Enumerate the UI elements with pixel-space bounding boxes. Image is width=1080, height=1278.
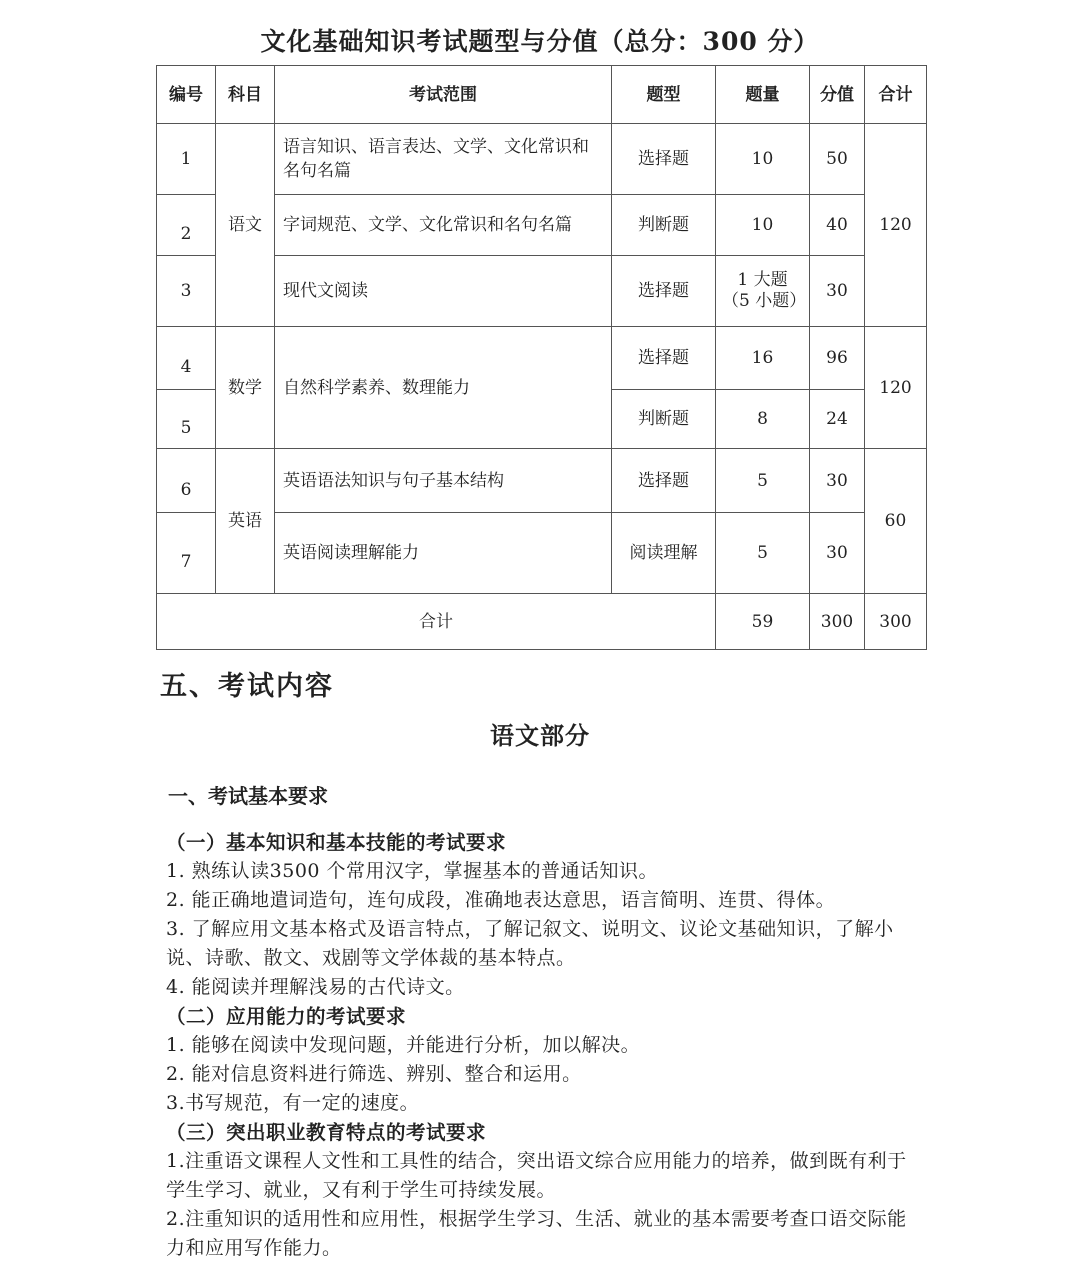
row-scope: 字词规范、文学、文化常识和名句名篇 [275, 195, 612, 256]
table-title: 文化基础知识考试题型与分值（总分：300 分） [260, 27, 820, 56]
row-no: 6 [157, 449, 216, 513]
list-item: 1.注重语文课程人文性和工具性的结合，突出语文综合应用能力的培养，做到既有利于学生学习、就业，又有利于学生可持续发展。 [166, 1150, 907, 1201]
grand-total: 300 [865, 594, 927, 650]
row-type: 选择题 [612, 124, 716, 195]
subsection-title: （二）应用能力的考试要求 [166, 1005, 407, 1028]
row-count: 5 [716, 513, 810, 594]
list-item: 4. 能阅读并理解浅易的古代诗文。 [166, 976, 465, 998]
total-label: 合计 [157, 594, 716, 650]
row-no: 1 [157, 124, 216, 195]
row-scope: 自然科学素养、数理能力 [275, 327, 612, 449]
requirements-body [166, 828, 926, 1263]
subtotal-english: 60 [865, 449, 927, 594]
total-count: 59 [716, 594, 810, 650]
list-item: 2. 能正确地遣词造句，连句成段，准确地表达意思，语言简明、连贯、得体。 [166, 889, 836, 911]
row-score: 24 [810, 390, 865, 449]
row-scope: 英语语法知识与句子基本结构 [275, 449, 612, 513]
header-subject: 科目 [216, 66, 275, 124]
row-scope: 现代文阅读 [275, 256, 612, 327]
row-type: 选择题 [612, 327, 716, 390]
table-row [157, 449, 927, 513]
row-no: 3 [157, 256, 216, 327]
row-score: 40 [810, 195, 865, 256]
list-item: 2. 能对信息资料进行筛选、辨别、整合和运用。 [166, 1063, 582, 1085]
row-score: 30 [810, 449, 865, 513]
list-item: 1. 熟练认读3500 个常用汉字，掌握基本的普通话知识。 [166, 860, 659, 882]
row-count: 16 [716, 327, 810, 390]
row-type: 选择题 [612, 256, 716, 327]
list-item: 3. 了解应用文基本格式及语言特点，了解记叙文、说明文、议论文基础知识，了解小说、诗歌、散文、戏剧等文学体裁的基本特点。 [166, 918, 894, 969]
row-type: 选择题 [612, 449, 716, 513]
subtotal-math: 120 [865, 327, 927, 449]
subsection-title: （一）基本知识和基本技能的考试要求 [166, 831, 507, 854]
header-type: 题型 [612, 66, 716, 124]
table-header-row [157, 66, 927, 124]
row-count: 5 [716, 449, 810, 513]
row-no: 7 [157, 513, 216, 594]
score-table [156, 65, 927, 650]
total-score: 300 [810, 594, 865, 650]
list-item: 3.书写规范，有一定的速度。 [166, 1092, 420, 1114]
row-count: 10 [716, 124, 810, 195]
header-scope: 考试范围 [275, 66, 612, 124]
row-no: 2 [157, 195, 216, 256]
row-type: 判断题 [612, 390, 716, 449]
row-score: 30 [810, 513, 865, 594]
row-type: 阅读理解 [612, 513, 716, 594]
row-score: 96 [810, 327, 865, 390]
header-total: 合计 [865, 66, 927, 124]
part-heading: 语文部分 [490, 721, 590, 750]
row-scope: 英语阅读理解能力 [275, 513, 612, 594]
total-row [157, 594, 927, 650]
row-score: 30 [810, 256, 865, 327]
subsection-title: （三）突出职业教育特点的考试要求 [166, 1121, 487, 1144]
header-score: 分值 [810, 66, 865, 124]
subject-math: 数学 [216, 327, 275, 449]
row-count: 10 [716, 195, 810, 256]
row-score: 50 [810, 124, 865, 195]
section-heading: 五、考试内容 [160, 671, 334, 702]
requirements-heading: 一、考试基本要求 [168, 784, 328, 808]
row-no: 4 [157, 327, 216, 390]
row-count: 1 大题 （5 小题） [716, 256, 810, 327]
row-count: 8 [716, 390, 810, 449]
list-item: 1. 能够在阅读中发现问题，并能进行分析，加以解决。 [166, 1034, 641, 1056]
subject-chinese: 语文 [216, 124, 275, 327]
header-no: 编号 [157, 66, 216, 124]
table-row [157, 327, 927, 390]
list-item: 2.注重知识的适用性和应用性，根据学生学习、生活、就业的基本需要考查口语交际能力和应用写作能力。 [166, 1208, 907, 1259]
header-count: 题量 [716, 66, 810, 124]
row-scope: 语言知识、语言表达、文学、文化常识和名句名篇 [275, 124, 612, 195]
row-type: 判断题 [612, 195, 716, 256]
table-row [157, 124, 927, 195]
subtotal-chinese: 120 [865, 124, 927, 327]
row-no: 5 [157, 390, 216, 449]
subject-english: 英语 [216, 449, 275, 594]
